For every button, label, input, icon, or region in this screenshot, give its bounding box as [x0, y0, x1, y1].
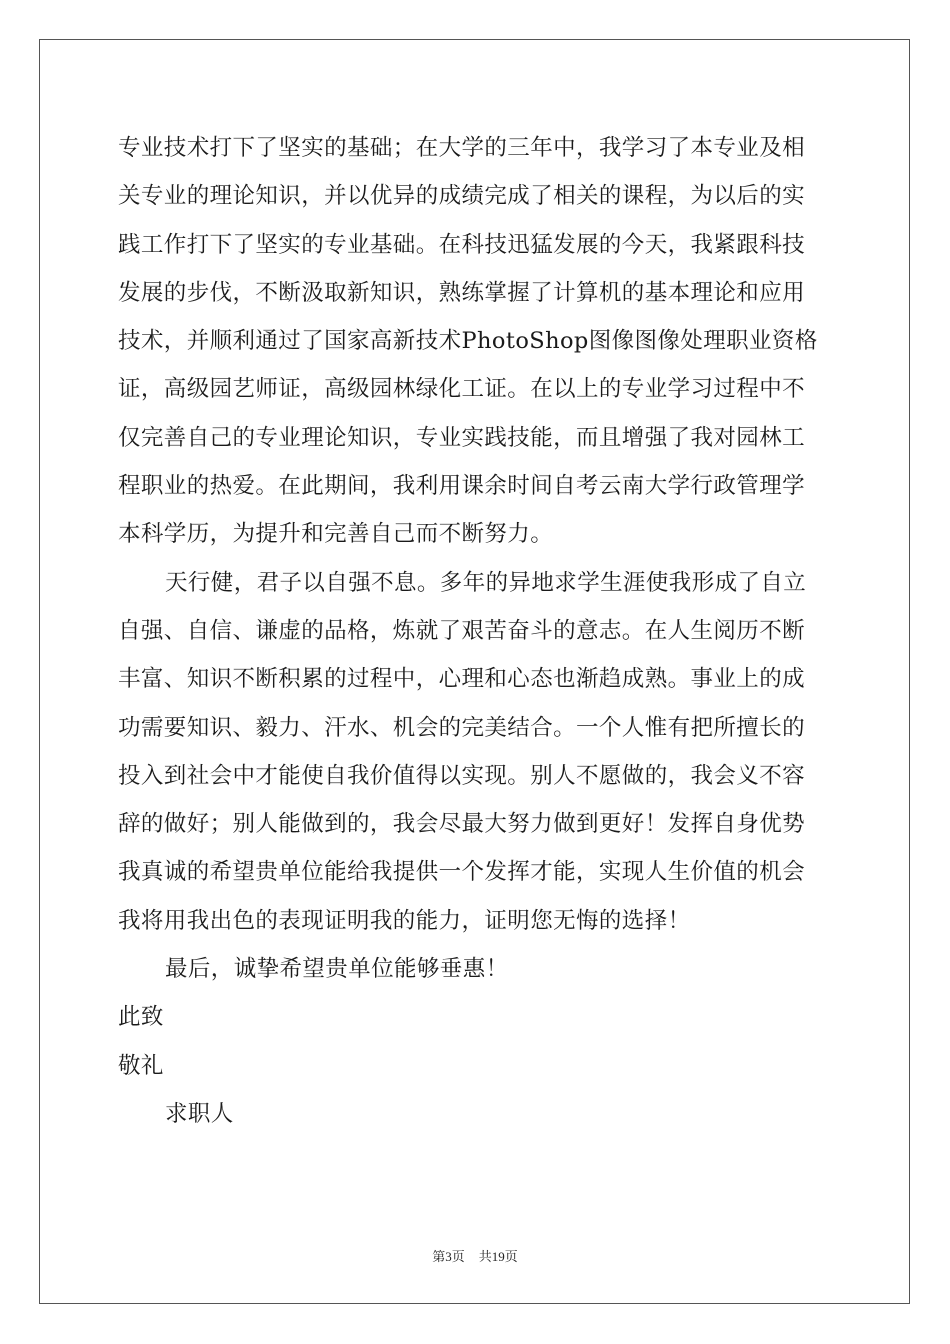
paragraph-start-line: 天行健，君子以自强不息。多年的异地求学生涯使我形成了自立 [165, 569, 807, 596]
page-number: 第3页 [432, 1249, 465, 1264]
text-line: 本科学历，为提升和完善自己而不断努力。 [118, 521, 554, 548]
text-line: 专业技术打下了坚实的基础；在大学的三年中，我学习了本专业及相 [118, 135, 806, 161]
text-line: 我将用我出色的表现证明我的能力，证明您无悔的选择！ [118, 907, 691, 934]
salutation-line: 敬礼 [118, 1052, 164, 1079]
text-line: 仅完善自己的专业理论知识，专业实践技能，而且增强了我对园林工 [118, 424, 806, 451]
text-line: 技术，并顺利通过了国家高新技术PhotoShop图像图像处理职业资格 [118, 328, 818, 355]
text-line: 关专业的理论知识，并以优异的成绩完成了相关的课程，为以后的实 [118, 183, 806, 210]
text-line: 发展的步伐，不断汲取新知识，熟练掌握了计算机的基本理论和应用 [118, 279, 806, 306]
text-line: 践工作打下了坚实的专业基础。在科技迅猛发展的今天，我紧跟科技 [118, 231, 806, 258]
text-line: 我真诚的希望贵单位能给我提供一个发挥才能，实现人生价值的机会 [118, 859, 806, 886]
text-line: 丰富、知识不断积累的过程中，心理和心态也渐趋成熟。事业上的成 [118, 666, 806, 693]
text-line: 功需要知识、毅力、汗水、机会的完美结合。一个人惟有把所擅长的 [118, 714, 806, 741]
closing-line: 最后，诚挚希望贵单位能够垂惠！ [165, 956, 509, 983]
page-total: 共19页 [478, 1249, 518, 1264]
salutation-line: 此致 [118, 1004, 164, 1031]
text-line: 程职业的热爱。在此期间，我利用课余时间自考云南大学行政管理学 [118, 473, 806, 500]
letter-body [118, 124, 834, 1138]
signature-line: 求职人 [165, 1100, 234, 1127]
text-line: 辞的做好；别人能做到的，我会尽最大努力做到更好！发挥自身优势 [118, 811, 806, 838]
text-line: 自强、自信、谦虚的品格，炼就了艰苦奋斗的意志。在人生阅历不断 [118, 617, 806, 644]
page-footer [0, 1246, 950, 1265]
text-line: 投入到社会中才能使自我价值得以实现。别人不愿做的，我会义不容 [118, 762, 806, 789]
text-line: 证，高级园艺师证，高级园林绿化工证。在以上的专业学习过程中不 [118, 376, 806, 403]
